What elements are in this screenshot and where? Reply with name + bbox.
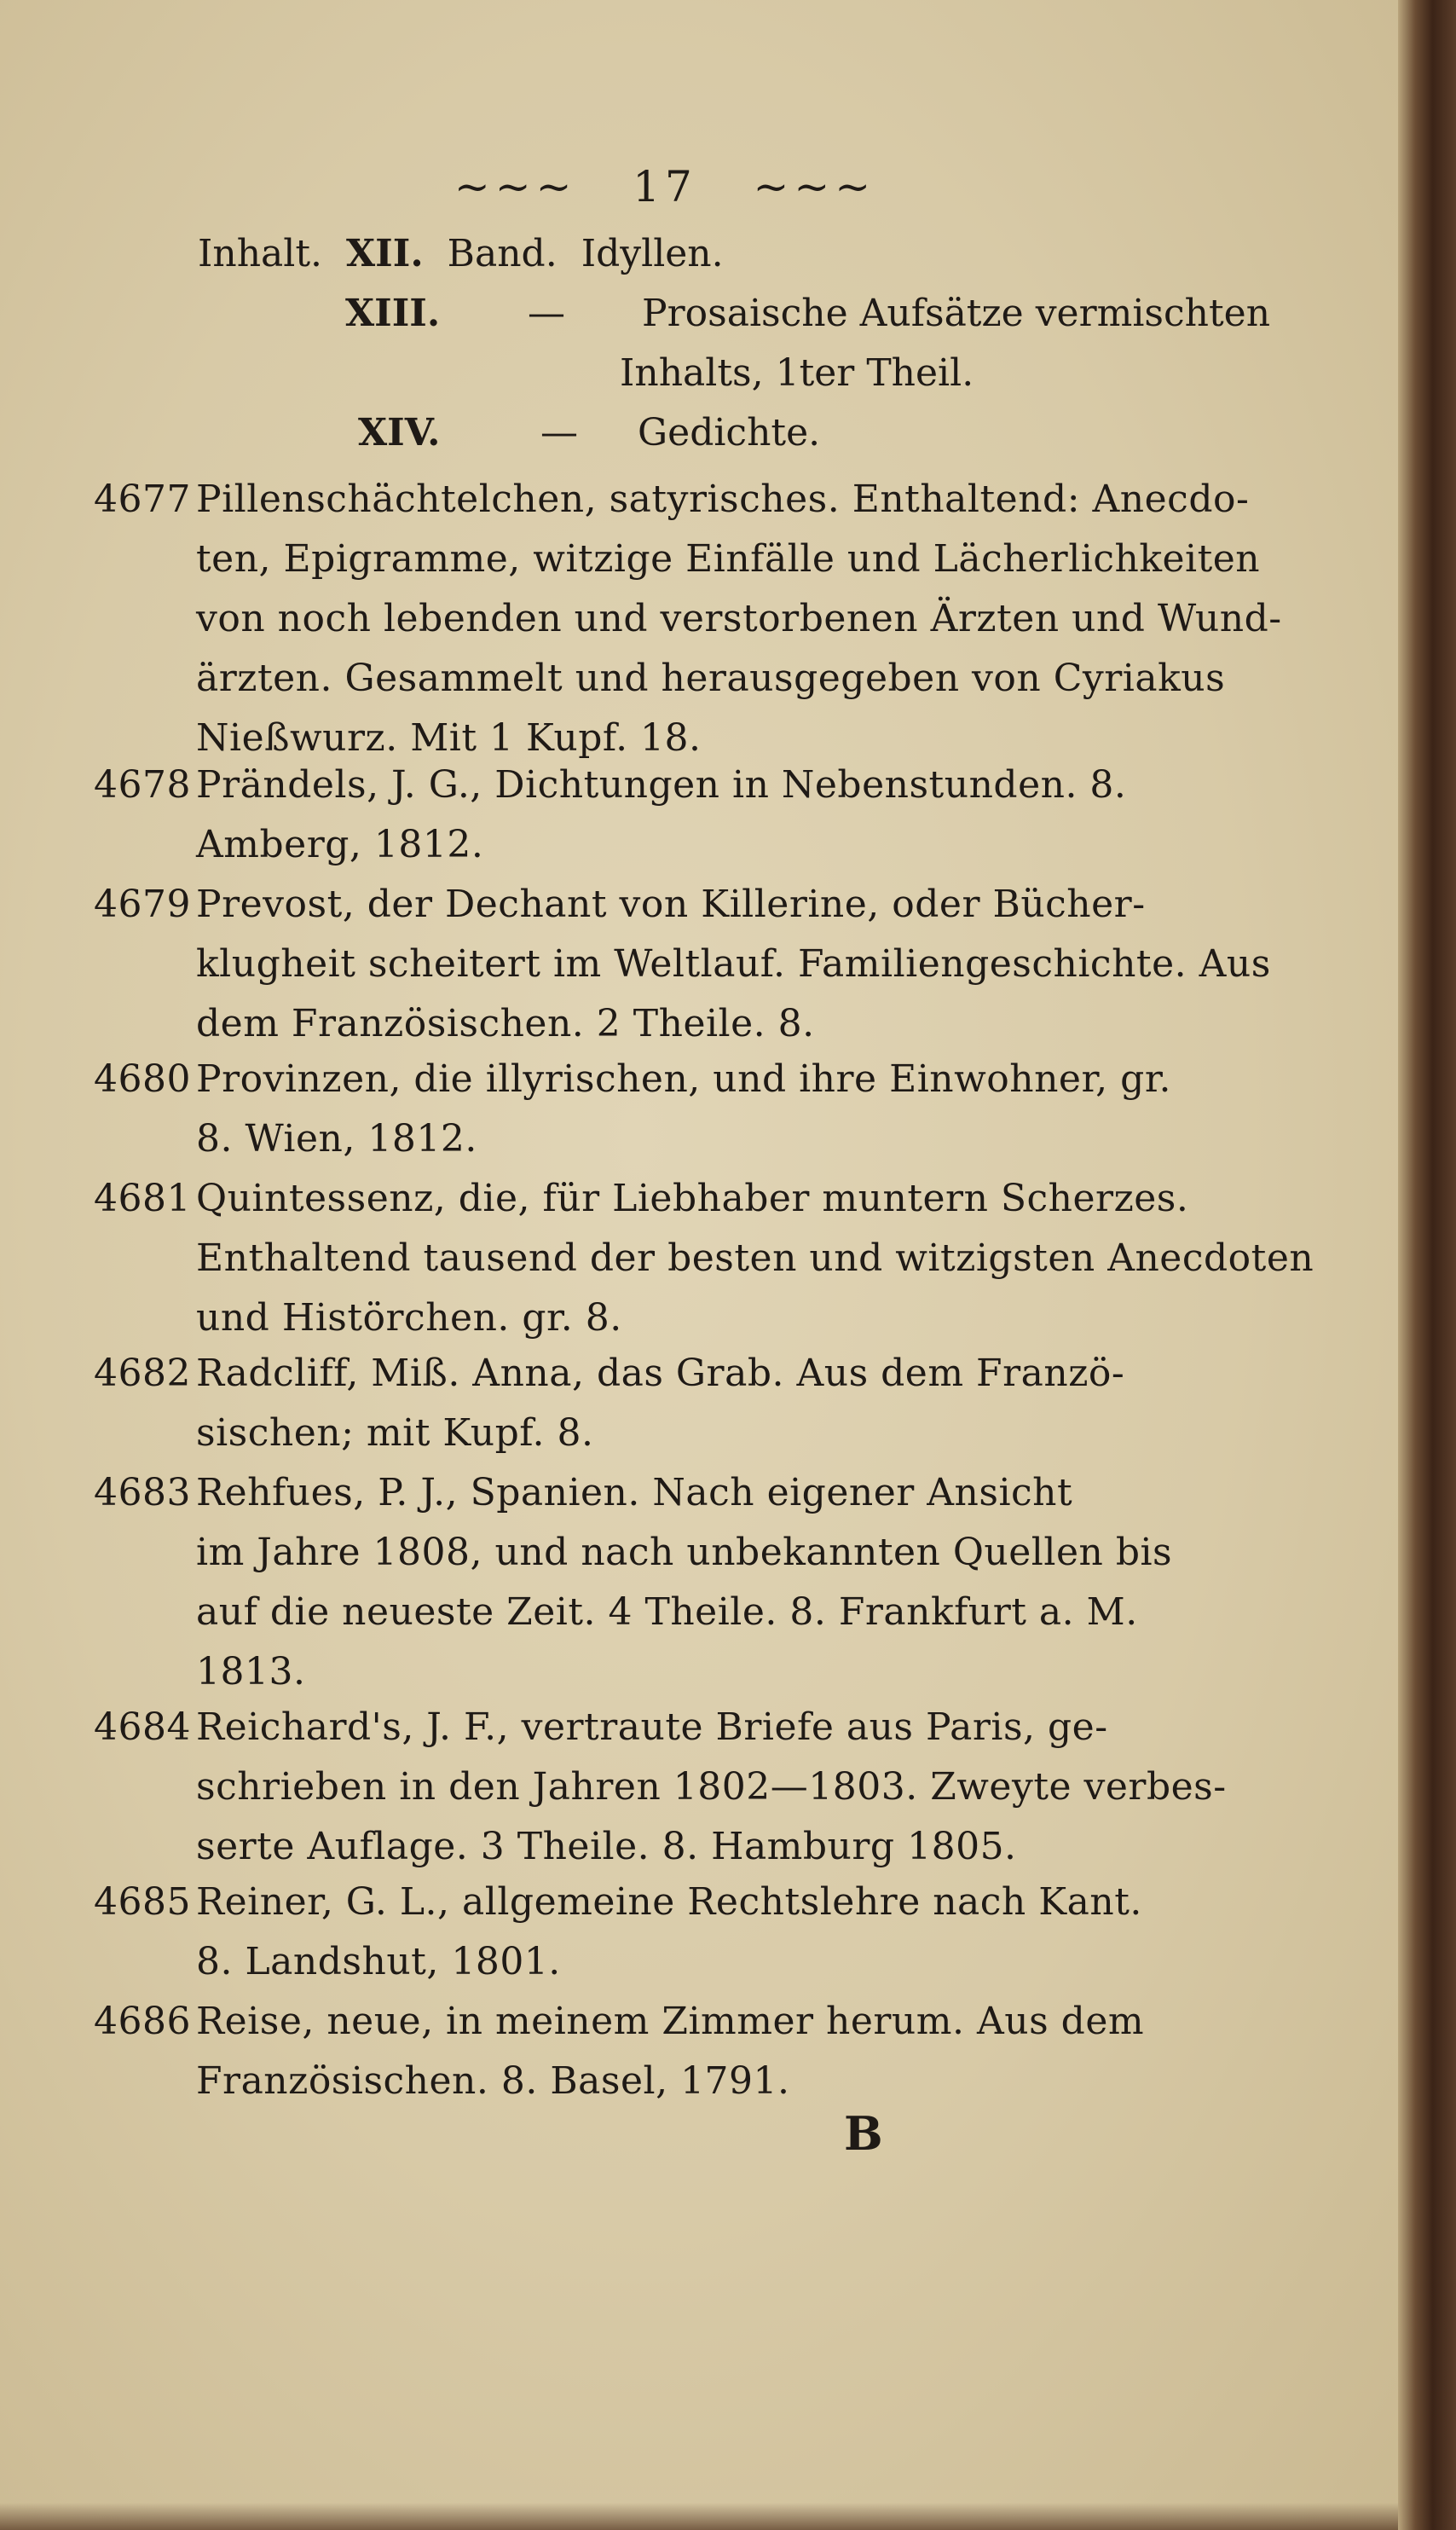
entry-number: 4677 [94,478,191,521]
entry-text: und Histörchen. gr. 8. [196,1296,622,1340]
entry-continuation-line [196,1936,561,1989]
entry-text: ärzten. Gesammelt und herausgegeben von Cyriakus [196,657,1226,700]
entry-text: klugheit scheitert im Weltlauf. Familiengeschichte. Aus [196,942,1271,986]
entry-text: auf die neueste Zeit. 4 Theile. 8. Frankfurt a. M. [196,1590,1138,1634]
volume-dash: — [540,411,578,454]
entry-continuation-line [196,998,815,1051]
volume-band: Band. [447,232,558,275]
entry-number: 4680 [94,1057,191,1101]
volume-dash: — [528,292,565,335]
entry-text: Reichard's, J. F., vertraute Briefe aus Paris, ge- [196,1705,1108,1749]
entry-text: Französischen. 8. Basel, 1791. [196,2059,790,2103]
ornament-right: ~~~ [753,162,876,211]
entry-text: Reise, neue, in meinem Zimmer herum. Aus dem [196,2000,1145,2043]
volume-line-13-cont [620,351,974,395]
entry-text: schrieben in den Jahren 1802—1803. Zweyte verbes- [196,1765,1227,1809]
volume-roman: XIV. [358,411,441,454]
entry-text: Prändels, J. G., Dichtungen in Nebenstunden. 8. [196,763,1127,807]
entry-text: 8. Landshut, 1801. [196,1940,561,1983]
volume-title: Idyllen. [581,232,724,275]
book-spine [1398,0,1456,2530]
entry-continuation-line [196,1586,1138,1639]
entry-text: Quintessenz, die, für Liebhaber muntern Scherzes. [196,1177,1189,1220]
entry-number: 4681 [94,1177,191,1220]
entry-text: Amberg, 1812. [196,823,484,866]
entry-continuation-line [196,652,1225,705]
entry-text: sischen; mit Kupf. 8. [196,1411,594,1455]
entry-text: 8. Wien, 1812. [196,1117,477,1161]
entry-continuation-line [196,1232,1314,1285]
entry-text: Prevost, der Dechant von Killerine, oder Bücher- [196,883,1146,926]
entry-text: 1813. [196,1650,306,1693]
volume-line-14 [358,411,820,454]
entry-first-line [94,1347,1124,1400]
entry-text: dem Französischen. 2 Theile. 8. [196,1002,815,1045]
volume-title: Gedichte. [638,411,821,454]
entry-text: ten, Epigramme, witzige Einfälle und Lächerlichkeiten [196,537,1261,581]
entry-number: 4678 [94,763,191,807]
entry-first-line [94,1467,1072,1520]
entry-first-line [94,1876,1142,1929]
signature-mark: B [844,2106,883,2161]
volume-title: Prosaische Aufsätze vermischten [642,292,1271,335]
entry-continuation-line [196,1646,305,1699]
entry-number: 4679 [94,883,191,926]
entry-continuation-line [196,1526,1172,1579]
entry-continuation-line [196,712,702,765]
page-number: 17 [633,162,697,211]
entry-continuation-line [196,1113,477,1166]
entry-number: 4683 [94,1471,191,1514]
entry-number: 4682 [94,1352,191,1395]
entry-continuation-line [196,1821,1017,1873]
entry-number: 4684 [94,1705,191,1749]
entry-continuation-line [196,533,1260,586]
entry-text: Radcliff, Miß. Anna, das Grab. Aus dem Franzö- [196,1352,1125,1395]
entry-first-line [94,1701,1108,1754]
volume-line-12 [198,232,724,275]
volume-roman: XIII. [345,292,441,335]
entry-text: Reiner, G. L., allgemeine Rechtslehre nach Kant. [196,1880,1142,1924]
ornament-left: ~~~ [454,162,577,211]
entry-text: Nießwurz. Mit 1 Kupf. 18. [196,716,702,760]
entry-text: Pillenschächtelchen, satyrisches. Enthaltend: Anecdo- [196,478,1250,521]
entry-continuation-line [196,1407,593,1460]
entry-number: 4685 [94,1880,191,1924]
volume-roman: XII. [346,232,424,275]
entry-first-line [94,473,1249,526]
page-bottom-edge [0,2503,1415,2530]
entry-first-line [94,878,1146,931]
entry-continuation-line [196,1292,622,1345]
entry-first-line [94,1053,1171,1106]
volume-line-13 [345,292,1270,335]
volume-prefix: Inhalt. [198,232,323,275]
entry-text: Rehfues, P. J., Spanien. Nach eigener Ansicht [196,1471,1073,1514]
entry-text: von noch lebenden und verstorbenen Ärzten und Wund- [196,597,1282,640]
entry-continuation-line [196,2055,790,2108]
volume-title-cont: Inhalts, 1ter Theil. [620,351,974,395]
entry-continuation-line [196,938,1271,991]
entry-number: 4686 [94,2000,191,2043]
entry-text: Enthaltend tausend der besten und witzigsten Anecdoten [196,1236,1314,1280]
entry-continuation-line [196,819,483,871]
entry-first-line [94,759,1126,812]
page-header [0,162,1330,211]
entry-text: Provinzen, die illyrischen, und ihre Einwohner, gr. [196,1057,1171,1101]
entry-first-line [94,1995,1144,2048]
entry-continuation-line [196,593,1282,646]
entry-first-line [94,1172,1188,1225]
entry-text: serte Auflage. 3 Theile. 8. Hamburg 1805. [196,1825,1017,1868]
entry-continuation-line [196,1761,1227,1814]
entry-text: im Jahre 1808, und nach unbekannten Quellen bis [196,1531,1173,1574]
